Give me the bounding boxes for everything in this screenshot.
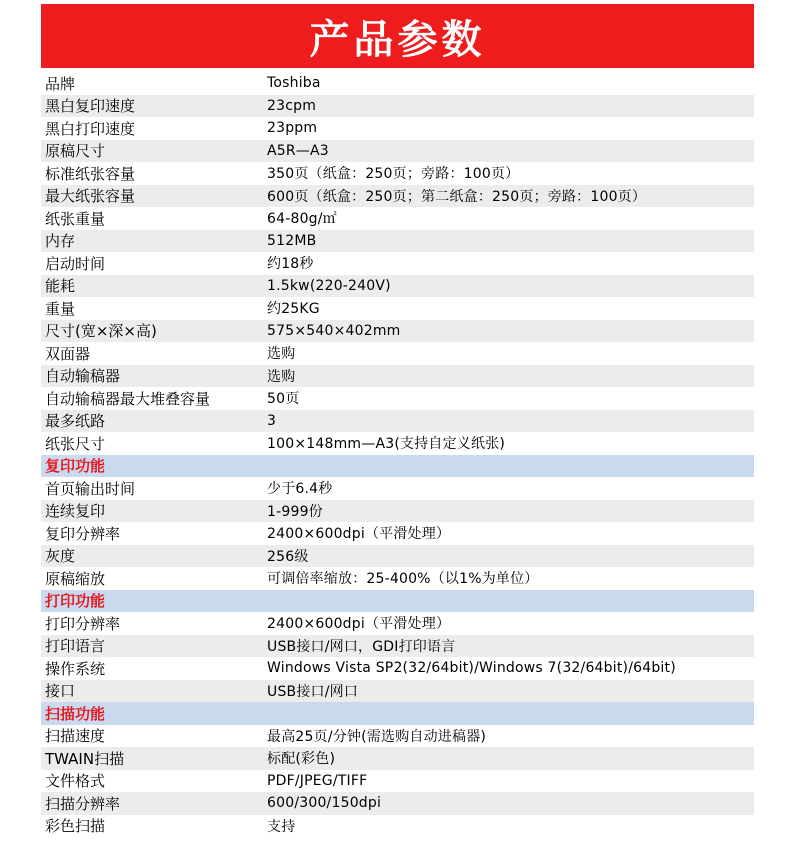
spec-label: 最多纸路 — [45, 412, 106, 431]
spec-value: USB接口/网口，GDI打印语言 — [267, 638, 456, 655]
spec-row — [41, 410, 754, 433]
spec-row — [41, 725, 754, 748]
spec-value: 标配(彩色) — [267, 751, 336, 768]
spec-value: 100×148mm—A3(支持自定义纸张) — [267, 436, 506, 453]
spec-label: TWAIN扫描 — [45, 749, 125, 768]
spec-row — [41, 815, 754, 838]
section-header-row — [41, 590, 754, 613]
spec-row — [41, 140, 754, 163]
spec-label: 打印语言 — [45, 637, 106, 656]
spec-row — [41, 95, 754, 118]
spec-label: 能耗 — [45, 277, 76, 296]
spec-value: 约18秒 — [267, 256, 314, 273]
spec-value: 2400×600dpi（平滑处理） — [267, 616, 451, 633]
spec-label: 文件格式 — [45, 772, 106, 791]
spec-value: 1-999份 — [267, 503, 323, 520]
spec-row — [41, 635, 754, 658]
spec-label: 灰度 — [45, 547, 76, 566]
spec-label: 自动输稿器 — [45, 367, 121, 386]
spec-label: 自动输稿器最大堆叠容量 — [45, 389, 211, 408]
spec-row — [41, 545, 754, 568]
spec-row — [41, 185, 754, 208]
spec-label: 复印分辨率 — [45, 524, 121, 543]
section-header-row — [41, 455, 754, 478]
spec-row — [41, 770, 754, 793]
spec-label: 黑白打印速度 — [45, 119, 136, 138]
spec-label: 标准纸张容量 — [45, 164, 136, 183]
spec-label: 重量 — [45, 299, 76, 318]
spec-label: 扫描速度 — [45, 727, 106, 746]
page-title: 产品参数 — [309, 16, 486, 63]
spec-value: 23ppm — [267, 120, 318, 137]
spec-label: 原稿尺寸 — [45, 142, 106, 161]
spec-value: 选购 — [267, 346, 296, 363]
spec-row — [41, 657, 754, 680]
spec-row — [41, 297, 754, 320]
spec-label: 品牌 — [45, 74, 76, 93]
spec-value: 512MB — [267, 232, 317, 249]
spec-row — [41, 275, 754, 298]
spec-value: 支持 — [267, 818, 296, 835]
spec-row — [41, 522, 754, 545]
spec-row — [41, 162, 754, 185]
spec-row — [41, 207, 754, 230]
header-banner — [41, 4, 754, 68]
spec-row — [41, 612, 754, 635]
spec-value: PDF/JPEG/TIFF — [267, 772, 368, 789]
spec-value: A5R—A3 — [267, 142, 329, 159]
section-title: 扫描功能 — [45, 704, 106, 723]
section-header-row — [41, 702, 754, 725]
spec-value: 50页 — [267, 391, 300, 408]
spec-value: 少于6.4秒 — [267, 481, 333, 498]
spec-value: Toshiba — [267, 75, 321, 92]
spec-label: 纸张尺寸 — [45, 434, 106, 453]
spec-value: 600/300/150dpi — [267, 795, 382, 812]
spec-value: 1.5kw(220-240V) — [267, 277, 391, 294]
spec-label: 启动时间 — [45, 254, 106, 273]
spec-label: 尺寸(宽×深×高) — [45, 322, 157, 341]
spec-row — [41, 747, 754, 770]
spec-value: 600页（纸盒：250页；第二纸盒：250页；旁路：100页） — [267, 188, 647, 205]
spec-value: 350页（纸盒：250页；旁路：100页） — [267, 166, 520, 183]
spec-label: 操作系统 — [45, 659, 106, 678]
spec-value: Windows Vista SP2(32/64bit)/Windows 7(32/64bit)/64bit) — [267, 660, 676, 677]
spec-row — [41, 680, 754, 703]
spec-label: 最大纸张容量 — [45, 187, 136, 206]
spec-value: 575×540×402mm — [267, 322, 401, 339]
spec-row — [41, 230, 754, 253]
spec-value: 3 — [267, 412, 277, 429]
spec-value: 约25KG — [267, 301, 320, 318]
spec-value: 256级 — [267, 548, 309, 565]
spec-value: USB接口/网口 — [267, 683, 359, 700]
spec-row — [41, 432, 754, 455]
spec-row — [41, 117, 754, 140]
spec-table — [41, 72, 754, 837]
spec-row — [41, 477, 754, 500]
spec-row — [41, 72, 754, 95]
spec-row — [41, 252, 754, 275]
spec-label: 双面器 — [45, 344, 91, 363]
spec-label: 打印分辨率 — [45, 614, 121, 633]
section-title: 打印功能 — [45, 592, 106, 611]
spec-row — [41, 320, 754, 343]
spec-row — [41, 342, 754, 365]
spec-value: 23cpm — [267, 97, 317, 114]
spec-value: 选购 — [267, 368, 296, 385]
spec-label: 接口 — [45, 682, 76, 701]
spec-value: 可调倍率缩放：25-400%（以1%为单位） — [267, 571, 539, 588]
spec-label: 内存 — [45, 232, 76, 251]
spec-label: 彩色扫描 — [45, 817, 106, 836]
spec-label: 原稿缩放 — [45, 569, 106, 588]
spec-label: 扫描分辨率 — [45, 794, 121, 813]
spec-label: 首页输出时间 — [45, 479, 136, 498]
spec-row — [41, 567, 754, 590]
spec-row — [41, 792, 754, 815]
section-title: 复印功能 — [45, 457, 106, 476]
spec-row — [41, 387, 754, 410]
spec-row — [41, 365, 754, 388]
spec-label: 纸张重量 — [45, 209, 106, 228]
spec-row — [41, 500, 754, 523]
spec-value: 最高25页/分钟(需选购自动进稿器) — [267, 728, 487, 745]
spec-value: 2400×600dpi（平滑处理） — [267, 526, 451, 543]
spec-value: 64-80g/㎡ — [267, 211, 337, 228]
spec-label: 黑白复印速度 — [45, 97, 136, 116]
spec-label: 连续复印 — [45, 502, 106, 521]
